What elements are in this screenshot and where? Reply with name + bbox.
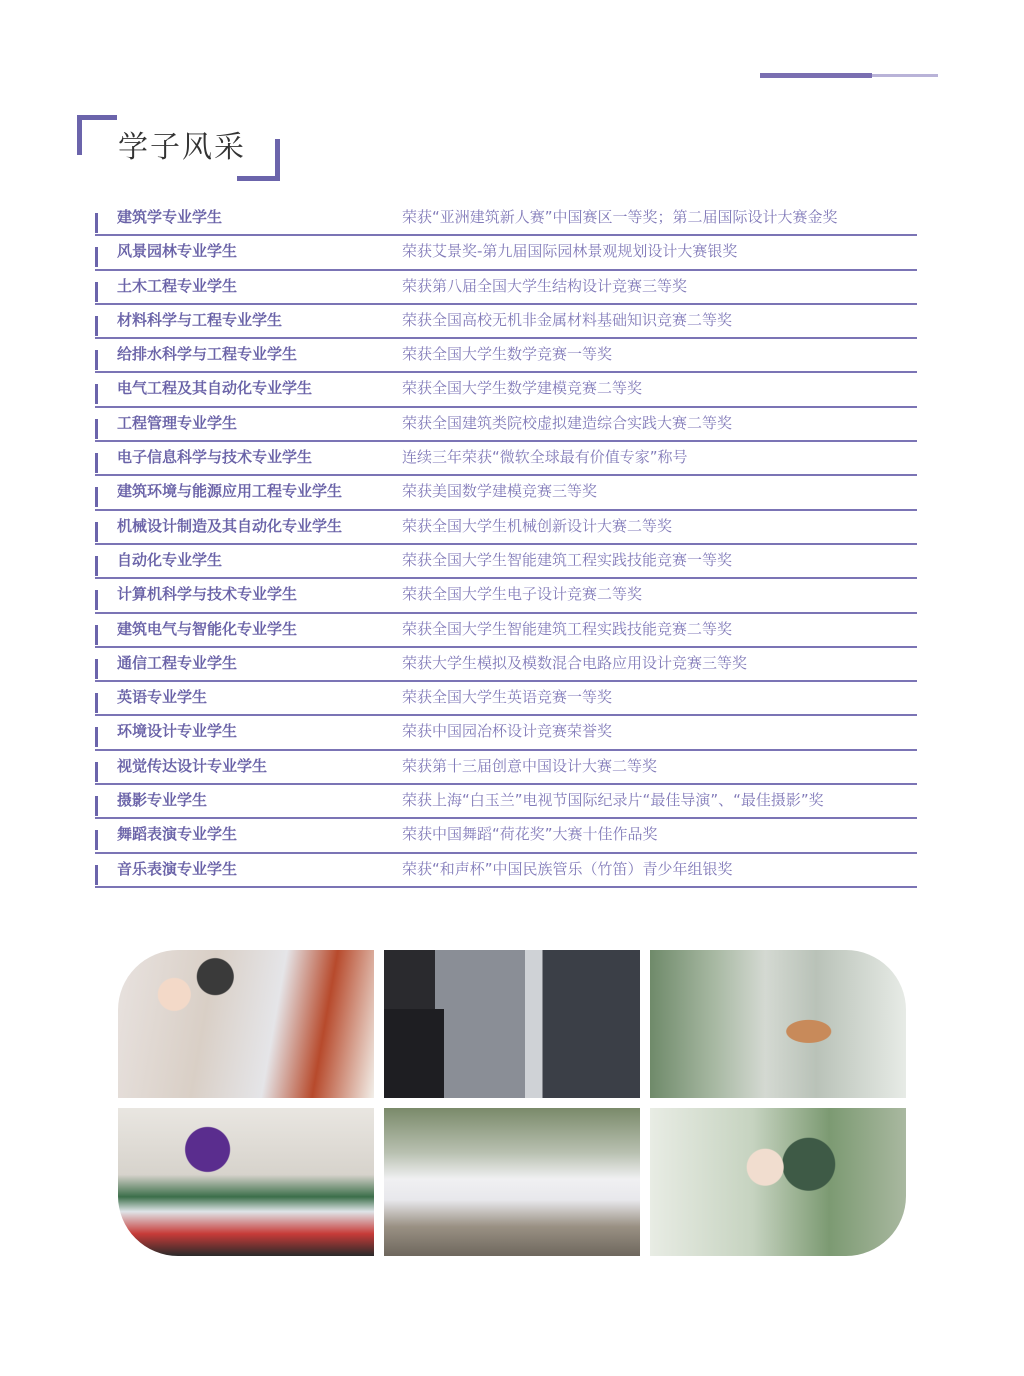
major-name: 环境设计专业学生 <box>117 722 238 741</box>
photo-lab-students <box>118 950 374 1098</box>
award-text: 荣获全国高校无机非金属材料基础知识竞赛二等奖 <box>402 310 733 329</box>
major-name: 英语专业学生 <box>117 688 208 707</box>
major-name: 工程管理专业学生 <box>117 413 238 432</box>
award-row <box>95 339 917 373</box>
title-bracket-top-left <box>77 115 117 155</box>
award-row <box>95 271 917 305</box>
major-name: 土木工程专业学生 <box>117 276 238 295</box>
row-marker <box>95 522 98 542</box>
award-text: 荣获全国大学生数学建模竞赛二等奖 <box>402 379 643 398</box>
award-row <box>95 751 917 785</box>
row-marker <box>95 213 98 233</box>
page-title: 学子风采 <box>118 130 246 165</box>
row-marker <box>95 659 98 679</box>
row-marker <box>95 350 98 370</box>
photo-student-reading <box>650 950 906 1098</box>
award-row <box>95 614 917 648</box>
row-marker <box>95 316 98 336</box>
award-text: 荣获“和声杯”中国民族管乐（竹笛）青少年组银奖 <box>402 859 733 878</box>
row-marker <box>95 282 98 302</box>
photo-students-studying <box>650 1108 906 1256</box>
row-marker <box>95 590 98 610</box>
row-marker <box>95 727 98 747</box>
award-text: 荣获第八届全国大学生结构设计竞赛三等奖 <box>402 276 688 295</box>
award-text: 荣获全国大学生数学竞赛一等奖 <box>402 345 613 364</box>
major-name: 舞蹈表演专业学生 <box>117 825 238 844</box>
major-name: 风景园林专业学生 <box>117 242 238 261</box>
row-marker <box>95 453 98 473</box>
award-row <box>95 511 917 545</box>
row-marker <box>95 865 98 885</box>
row-marker <box>95 796 98 816</box>
row-marker <box>95 556 98 576</box>
photo-grid <box>118 950 906 1256</box>
award-text: 荣获艾景奖-第九届国际园林景观规划设计大赛银奖 <box>402 242 738 261</box>
award-text: 荣获上海“白玉兰”电视节国际纪录片“最佳导演”、“最佳摄影”奖 <box>402 791 824 810</box>
row-marker <box>95 384 98 404</box>
award-text: 荣获全国大学生电子设计竞赛二等奖 <box>402 585 643 604</box>
photo-ballet-dancers <box>384 1108 640 1256</box>
award-row <box>95 819 917 853</box>
major-name: 建筑电气与智能化专业学生 <box>117 619 298 638</box>
award-text: 荣获全国大学生智能建筑工程实践技能竞赛一等奖 <box>402 550 733 569</box>
award-row <box>95 854 917 888</box>
award-row <box>95 682 917 716</box>
award-row <box>95 579 917 613</box>
award-row <box>95 648 917 682</box>
award-text: 荣获第十三届创意中国设计大赛二等奖 <box>402 756 658 775</box>
award-text: 荣获中国舞蹈“荷花奖”大赛十佳作品奖 <box>402 825 658 844</box>
major-name: 电气工程及其自动化专业学生 <box>117 379 313 398</box>
award-row <box>95 236 917 270</box>
award-row <box>95 373 917 407</box>
top-decor-bar-dark <box>760 73 872 78</box>
major-name: 摄影专业学生 <box>117 791 208 810</box>
award-text: 荣获全国大学生智能建筑工程实践技能竞赛二等奖 <box>402 619 733 638</box>
photo-architecture-model <box>118 1108 374 1256</box>
top-decor-bar <box>760 73 938 78</box>
top-decor-bar-light <box>872 74 938 77</box>
major-name: 自动化专业学生 <box>117 550 223 569</box>
award-text: 连续三年荣获“微软全球最有价值专家”称号 <box>402 448 688 467</box>
award-text: 荣获美国数学建模竞赛三等奖 <box>402 482 598 501</box>
award-list <box>95 202 917 888</box>
major-name: 音乐表演专业学生 <box>117 859 238 878</box>
major-name: 材料科学与工程专业学生 <box>117 310 283 329</box>
photo-cnc-machine-students <box>384 950 640 1098</box>
row-marker <box>95 247 98 267</box>
award-row <box>95 442 917 476</box>
award-row <box>95 545 917 579</box>
award-row <box>95 476 917 510</box>
major-name: 计算机科学与技术专业学生 <box>117 585 298 604</box>
award-row <box>95 305 917 339</box>
row-marker <box>95 487 98 507</box>
major-name: 建筑学专业学生 <box>117 208 223 226</box>
major-name: 建筑环境与能源应用工程专业学生 <box>117 482 343 501</box>
award-row <box>95 408 917 442</box>
major-name: 给排水科学与工程专业学生 <box>117 345 298 364</box>
award-text: 荣获全国大学生英语竞赛一等奖 <box>402 688 613 707</box>
major-name: 电子信息科学与技术专业学生 <box>117 448 313 467</box>
award-row <box>95 716 917 750</box>
row-marker <box>95 693 98 713</box>
award-text: 荣获大学生模拟及模数混合电路应用设计竞赛三等奖 <box>402 653 748 672</box>
row-marker <box>95 625 98 645</box>
award-text: 荣获全国大学生机械创新设计大赛二等奖 <box>402 516 673 535</box>
award-text: 荣获全国建筑类院校虚拟建造综合实践大赛二等奖 <box>402 413 733 432</box>
row-marker <box>95 419 98 439</box>
major-name: 视觉传达设计专业学生 <box>117 756 268 775</box>
award-row <box>95 202 917 236</box>
major-name: 机械设计制造及其自动化专业学生 <box>117 516 343 535</box>
award-row <box>95 785 917 819</box>
row-marker <box>95 762 98 782</box>
row-marker <box>95 830 98 850</box>
major-name: 通信工程专业学生 <box>117 653 238 672</box>
award-text: 荣获中国园冶杯设计竞赛荣誉奖 <box>402 722 613 741</box>
award-text: 荣获“亚洲建筑新人赛”中国赛区一等奖；第二届国际设计大赛金奖 <box>402 208 838 226</box>
